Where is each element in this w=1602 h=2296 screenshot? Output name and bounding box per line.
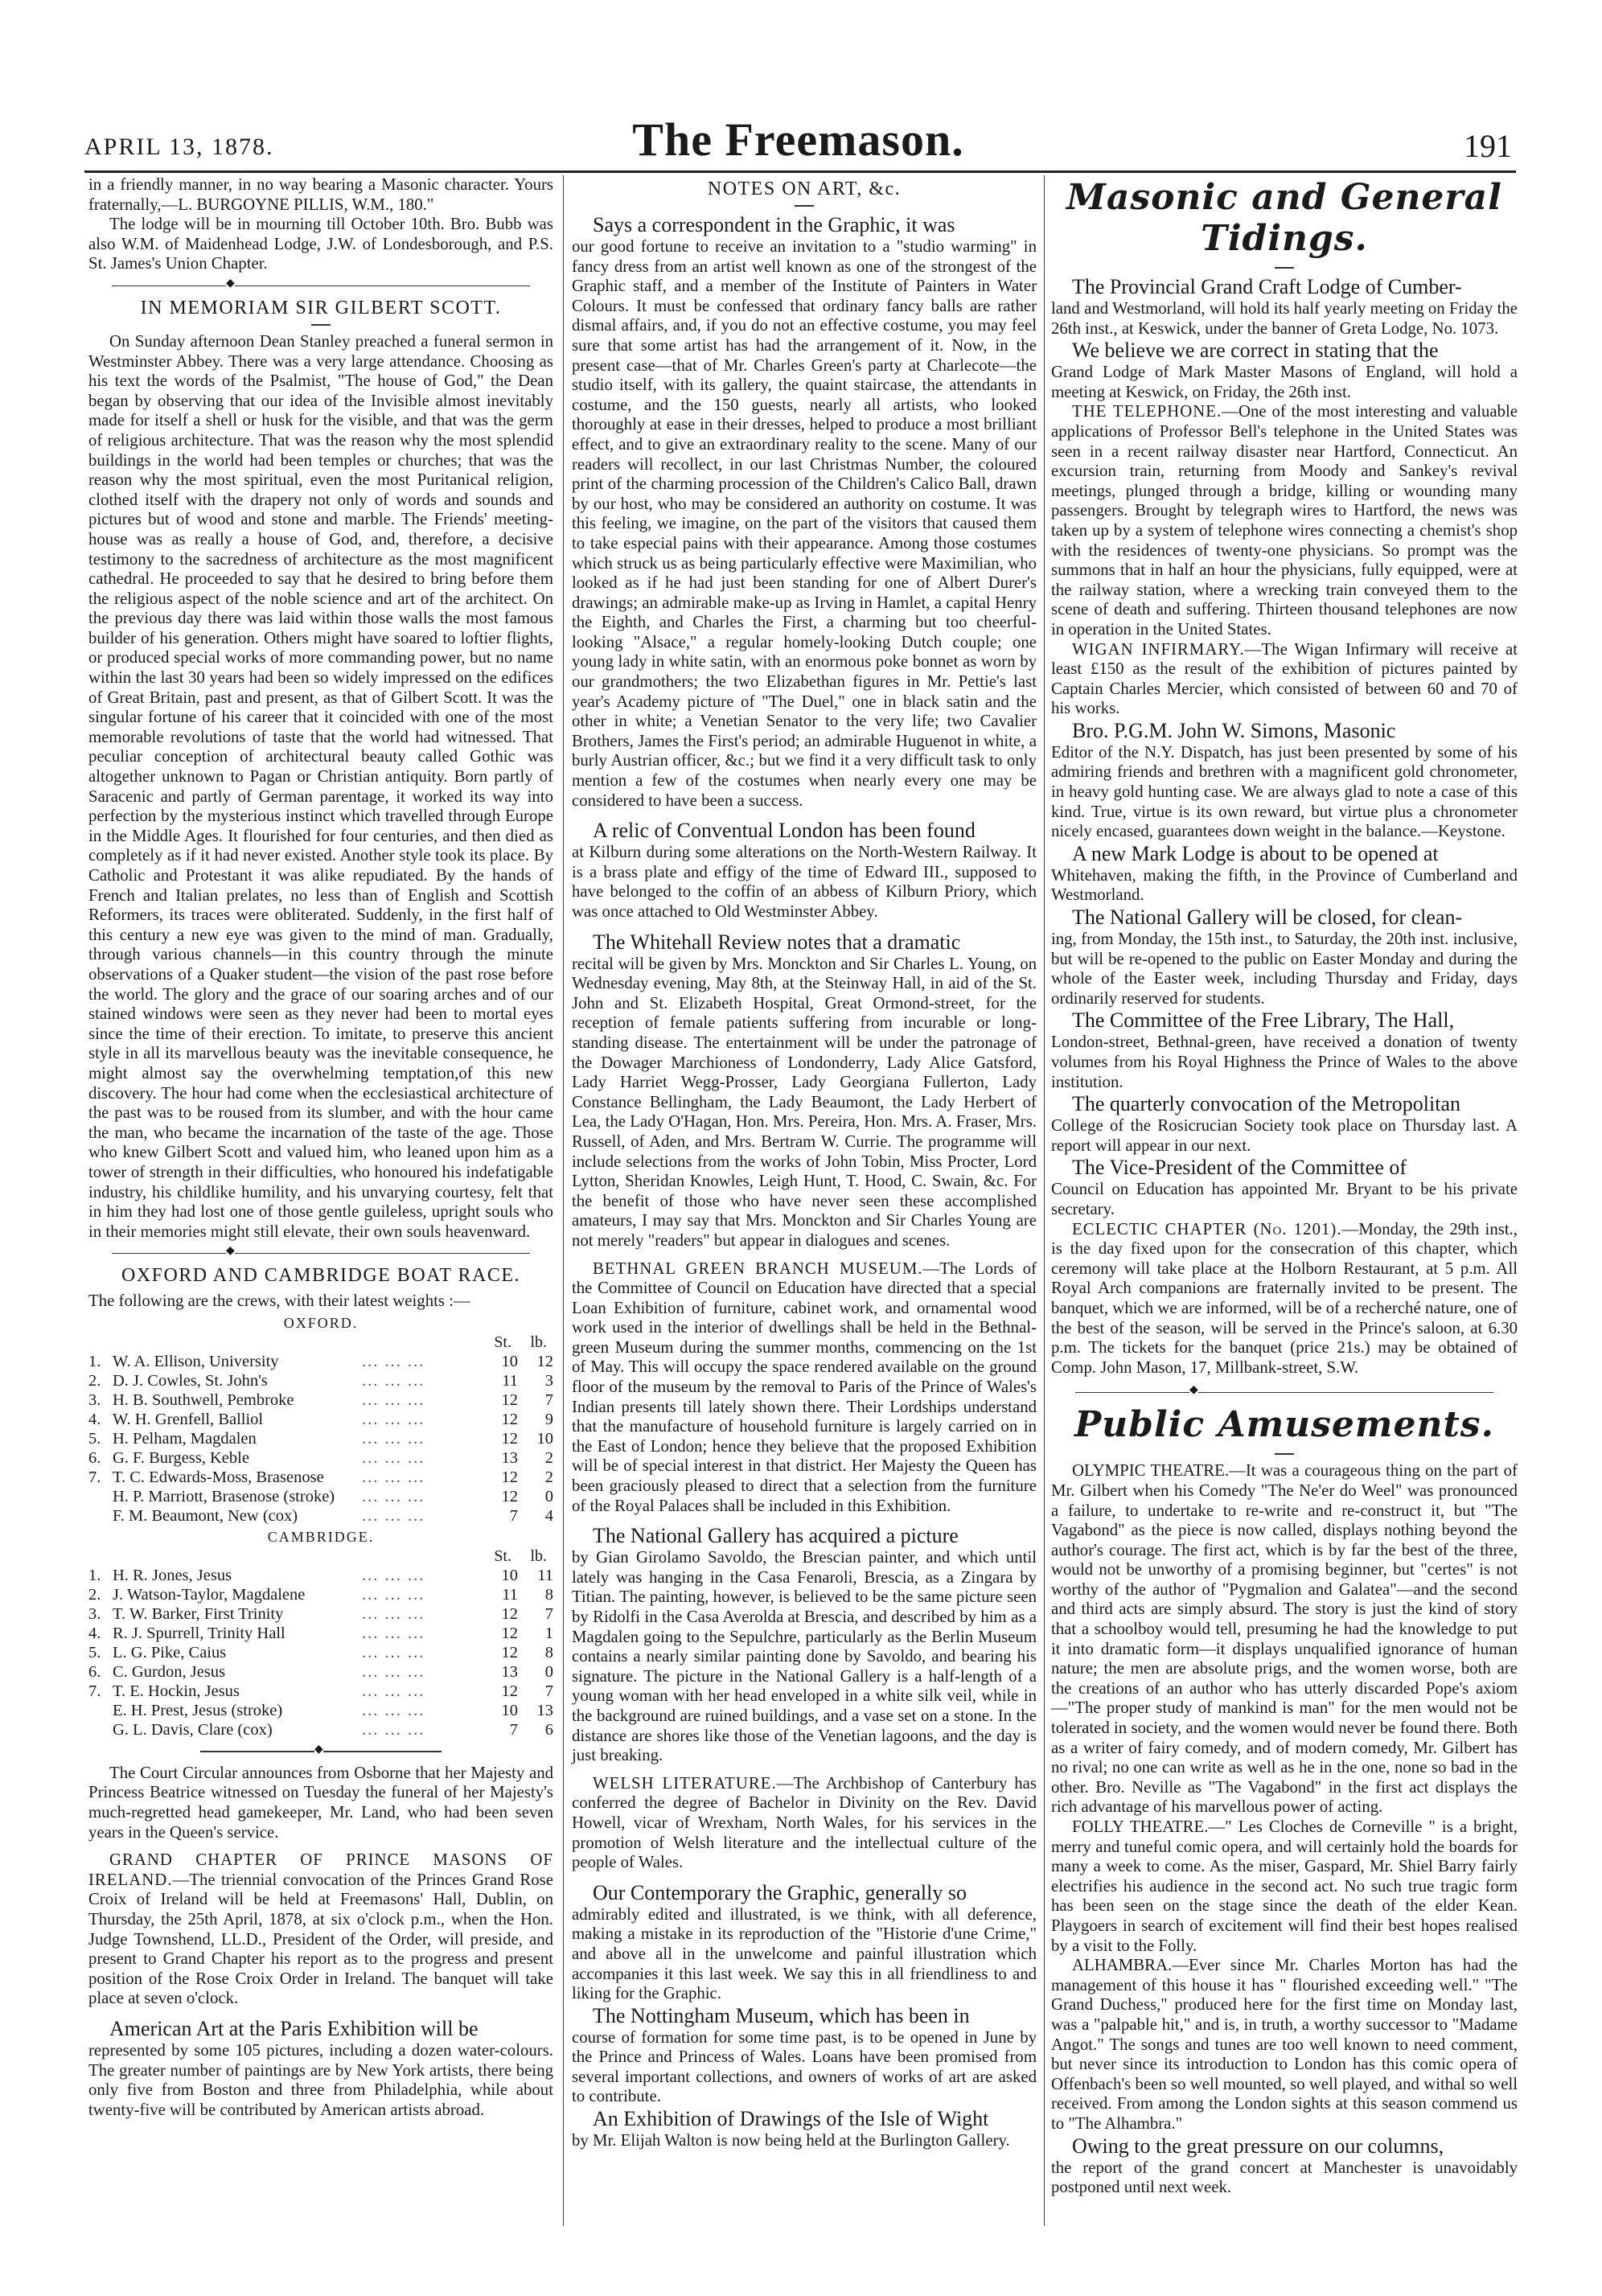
column-1 bbox=[88, 175, 553, 2120]
rosicrucian-lead: The quarterly convocation of the Metropolitan bbox=[1072, 1092, 1461, 1116]
crew-name: T. C. Edwards-Moss, Brasenose bbox=[113, 1468, 324, 1486]
telephone-lead: THE TELEPHONE. bbox=[1072, 402, 1222, 421]
national-gallery-body: by Gian Girolamo Savoldo, the Brescian painter, and which until lately was hanging in the Casa Fenaroli, Brescia, as a Zingara by Titian. The painting, however, is believed to be the same picture seen by Ridolfi in the Casa Averolda at Brescia, and described by him as a Magdalen going to the Sepulchre, particularly as the Berlin Museum contains a nearly similar painting done by Savoldo, and bearing his signature. The picture in the National Gallery is a half-length of a young woman with her head enveloped in a white silk veil, while in the background are ruined buildings, and a vase set on a stone. In the distance are shores like those of the Venetian lagoons, and the day is just breaking. bbox=[572, 1548, 1037, 1765]
crew-weight-pounds: 7 bbox=[544, 1604, 553, 1623]
section-rule bbox=[112, 285, 530, 286]
welsh-literature-body: —The Archbishop of Canterbury has conferred the degree of Bachelor in Divinity on the Rev. David Howell, vicar of Wrexham, North Wales, for his services in the promotion of Welsh literature and the intellectual culture of the people of Wales. bbox=[572, 1773, 1037, 1872]
crew-weight-pounds: 7 bbox=[544, 1682, 553, 1700]
new-mark-lodge-lead: A new Mark Lodge is about to be opened at bbox=[1072, 841, 1439, 865]
crew-name: H. B. Southwell, Pembroke bbox=[113, 1390, 294, 1409]
crew-weight-stone: 12 bbox=[501, 1682, 518, 1700]
gallery-closing-lead: The National Gallery will be closed, for clean- bbox=[1072, 906, 1463, 930]
crew-weight-stone: 11 bbox=[502, 1371, 518, 1390]
column-3 bbox=[1051, 175, 1518, 2198]
crew-weight-stone: 12 bbox=[501, 1410, 518, 1428]
crew-weight-stone: 10 bbox=[501, 1352, 518, 1370]
crew-leader-dots: ... ... ... bbox=[362, 1487, 425, 1505]
welsh-literature-lead: WELSH LITERATURE. bbox=[593, 1773, 777, 1793]
american-art-lead: American Art at the Paris Exhibition will be bbox=[109, 2017, 479, 2040]
section-rule bbox=[1075, 1392, 1493, 1393]
crew-leader-dots: ... ... ... bbox=[362, 1371, 425, 1390]
grand-chapter-lead: GRAND CHAPTER OF PRINCE MASONS OF IRELAND. bbox=[88, 1850, 553, 1889]
masthead-rule bbox=[84, 170, 1516, 173]
crew-row bbox=[88, 1701, 553, 1720]
crew-number: 7. bbox=[88, 1468, 101, 1486]
crew-units-header bbox=[88, 1547, 553, 1566]
issue-date: APRIL 13, 1878. bbox=[84, 133, 274, 160]
crew-row bbox=[88, 1487, 553, 1506]
crew-weight-pounds: 6 bbox=[544, 1720, 553, 1739]
mark-masters-lead: We believe we are correct in stating that the bbox=[1072, 339, 1439, 363]
national-gallery-lead: The National Gallery has acquired a picture bbox=[593, 1524, 959, 1548]
page-number: 191 bbox=[1464, 128, 1512, 164]
crew-row bbox=[88, 1566, 553, 1585]
crew-row bbox=[88, 1448, 553, 1468]
crew-leader-dots: ... ... ... bbox=[362, 1662, 425, 1681]
american-art-body: represented by some 105 pictures, including a dozen water-colours. The greater number of paintings are by New York artists, there being only five from Boston and three from Philadelphia, while about twenty-five will be contributed by American artists abroad. bbox=[88, 2041, 553, 2119]
owing-to-pressure-body: the report of the grand concert at Manchester is unavoidably postponed until next week. bbox=[1051, 2158, 1518, 2197]
crew-number: 1. bbox=[88, 1352, 101, 1370]
crew-row bbox=[88, 1429, 553, 1448]
crew-number: 7. bbox=[88, 1682, 101, 1700]
telephone-item bbox=[1051, 402, 1518, 639]
crew-name: H. Pelham, Magdalen bbox=[113, 1429, 257, 1448]
column-divider bbox=[563, 175, 564, 2226]
crew-weight-pounds: 8 bbox=[544, 1585, 553, 1604]
crew-name: G. F. Burgess, Keble bbox=[113, 1448, 249, 1467]
simons-lead: Bro. P.G.M. John W. Simons, Masonic bbox=[1072, 718, 1396, 742]
section-heading-tidings: Masonic and General Tidings. bbox=[1066, 177, 1502, 259]
crew-name: D. J. Cowles, St. John's bbox=[113, 1371, 268, 1390]
crew-heading-oxford: OXFORD. bbox=[283, 1314, 359, 1331]
column-divider bbox=[1044, 175, 1045, 2226]
crew-weight-pounds: 3 bbox=[544, 1371, 553, 1390]
column-2 bbox=[572, 175, 1037, 2151]
graphic-body: our good fortune to receive an invitation to a "studio warming" in fancy dress from an artist well known as one of the strongest of the Graphic staff, and a member of the Institute of Painters in Water Colours. It must be confessed that ordinary fancy balls are rather dismal affairs, and, if you do not an effective costume, you may feel sure that some artist has had the arrangement of it. Now, in the present case—that of Mr. Charles Green's party at Charlecote—the studio itself, with its gallery, the quaint staircase, the attendants in costume, and the 150 guests, nearly all artists, who looked thoroughly at ease in their dresses, helped to produce a most brilliant effect, and to give an extraordinary reality to the scene. Many of our readers will recollect, in our last Christmas Number, the coloured print of the charming procession of the Children's Calico Ball, drawn by our host, who may be considered an authority on costume. It was this feeling, we imagine, on the part of the visitors that caused them to take especial pains with their appearance. Among those costumes which struck us as being particularly effective were Maximilian, who looked as if he had just been standing for one of Albert Durer's drawings; an admirable make-up as Irving in Hamlet, a capital Henry the Eighth, and Charles the First, a charming but too cheerful-looking "Alsace," a regular homely-looking Dutch couple; one young lady in white satin, with an enormous poke bonnet as worn by our grandmothers; the two Elizabethan figures in Mr. Pettie's last year's Academy picture of "The Duel," one in black satin and the other in white; a Venetian Senator to the very life; two Cavalier Brothers, James the First's period; an admirable Huguenot in white, a burly Austrian officer, &c.; but we find it a very difficult task to only mention a few of the costumes when nearly every one may be considered to have been a success. bbox=[572, 237, 1037, 810]
bethnal-green-body: —The Lords of the Committee of Council on Education have directed that a special Loan Exhibition of furniture, cabinet work, and ornamental wood work used in the interior of dwellings shall be held in the Bethnal-green Museum during the summer months, commencing on the 1st of May. This will occupy the space rendered available on the ground floor of the museum by the removal to Paris of the Prince of Wales's Indian presents till lately shown there. Their Lordships understand that the manufacture of household furniture is largely carried on in the East of London; hence they believe that the proposed Exhibition will be of special interest in that district. Her Majesty the Queen has been graciously pleased to direct that a selection from the furniture of the Royal Palaces shall be included in this Exhibition. bbox=[572, 1259, 1037, 1515]
crew-number: 6. bbox=[88, 1448, 101, 1467]
article-heading-boat-race: OXFORD AND CAMBRIDGE BOAT RACE. bbox=[121, 1265, 521, 1287]
simons-body: Editor of the N.Y. Dispatch, has just been presented by some of his admiring friends and brethren with a magnificent gold chronometer, in heavy gold hunting case. We are always glad to note a case of this kind. True, virtue is its own reward, but virtue plus a chronometer nicely encased, guarantees down weight in the balance.—Keystone. bbox=[1051, 742, 1518, 841]
crew-leader-dots: ... ... ... bbox=[362, 1506, 425, 1525]
crew-leader-dots: ... ... ... bbox=[362, 1720, 425, 1739]
masthead bbox=[84, 113, 1512, 169]
court-circular-note: The Court Circular announces from Osborne that her Majesty and Princess Beatrice witnessed on Tuesday the funeral of her Majesty's much-regretted head gamekeeper, Mr. Land, who had been seven years in the Queen's service. bbox=[88, 1763, 553, 1842]
nottingham-lead: The Nottingham Museum, which has been in bbox=[593, 2003, 970, 2027]
crew-row bbox=[88, 1585, 553, 1604]
crew-list-oxford bbox=[88, 1352, 553, 1526]
crew-row bbox=[88, 1624, 553, 1643]
heading-dash bbox=[795, 205, 814, 207]
wigan-body: —The Wigan Infirmary will receive at least £150 as the result of the exhibition of pictures painted by Captain Charles Mercier, which consisted of between 60 and 70 of his works. bbox=[1051, 639, 1518, 718]
crew-row bbox=[88, 1468, 553, 1487]
crew-leader-dots: ... ... ... bbox=[362, 1566, 425, 1584]
gallery-closing-body: ing, from Monday, the 15th inst., to Saturday, the 20th inst. inclusive, but will be re-opened to the public on Easter Monday and during the whole of the Easter week, including Thursday and Friday, days ordinarily reserved for students. bbox=[1051, 930, 1518, 1008]
crew-row bbox=[88, 1371, 553, 1390]
relic-body: at Kilburn during some alterations on the North-Western Railway. It is a brass plate and effigy of the time of Edward III., supposed to have belonged to the coffin of an abbess of Kilburn Priory, which was once attached to Old Westminster Abbey. bbox=[572, 843, 1037, 921]
olympic-theatre-review: OLYMPIC THEATRE.—It was a courageous thing on the part of Mr. Gilbert when his Comedy "The Ne'er do Weel" was pronounced a failure, to undertake to re-write and re-construct it, but "The Vagabond" as the piece is now called, displays nothing beyond the author's courage. The first act, which is by far the best of the three, would not be unworthy of a promising beginner, but "certes" is not worthy of the author of "Pygmalion and Galatea"—and the second and third acts are simply absurd. The story is just the kind of story that a schoolboy would tell, presuming he had the knowledge to put it into dramatic form—it displays unqualified ignorance of human nature; the men are absolute prigs, and the women worse, both are the creations of an author who has utterly discarded Pope's axiom—"The proper study of mankind is man" for the men would not be tolerated in society, and the women would never be found there. Both as a writer of fairy comedy, and of modern comedy, Mr. Gilbert has no rival; no one can write as well as he in the one, none so bad in the other. Bro. Neville as "The Vagabond" in the first act displays the rich advantage of his marvellous power of acting. bbox=[1051, 1461, 1518, 1817]
crew-name: H. P. Marriott, Brasenose (stroke) bbox=[113, 1487, 335, 1505]
crew-leader-dots: ... ... ... bbox=[362, 1585, 425, 1604]
crew-number: 4. bbox=[88, 1624, 101, 1642]
bethnal-green-lead: BETHNAL GREEN BRANCH MUSEUM. bbox=[593, 1259, 923, 1278]
crew-name: H. R. Jones, Jesus bbox=[113, 1566, 232, 1584]
isle-of-wight-body: by Mr. Elijah Walton is now being held at the Burlington Gallery. bbox=[572, 2131, 1010, 2150]
crew-heading-cambridge: CAMBRIDGE. bbox=[267, 1528, 375, 1545]
crew-number: 1. bbox=[88, 1566, 101, 1584]
crew-weight-stone: 11 bbox=[502, 1585, 518, 1604]
crew-name: J. Watson-Taylor, Magdalene bbox=[113, 1585, 306, 1604]
crew-weight-pounds: 2 bbox=[544, 1468, 553, 1486]
crew-name: C. Gurdon, Jesus bbox=[113, 1662, 226, 1681]
grand-chapter-body: —The triennial convocation of the Princes Grand Rose Croix of Ireland will be held at Freemasons' Hall, Dublin, on Thursday, the 25th April, 1878, at six o'clock p.m., when the Hon. Judge Townshend, LL.D., President of the Order, will preside, and present to Grand Chapter his report as to the progress and present position of the Rose Croix Order in Ireland. The banquet will take place at seven o'clock. bbox=[88, 1870, 553, 2008]
lodge-mourning-note: The lodge will be in mourning till October 10th. Bro. Bubb was also W.M. of Maidenhead Lodge, J.W. of Londesborough, and P.S. St. James's Union Chapter. bbox=[88, 215, 553, 273]
free-library-lead: The Committee of the Free Library, The Hall, bbox=[1072, 1008, 1455, 1033]
crew-name: T. E. Hockin, Jesus bbox=[113, 1682, 240, 1700]
crew-name: W. A. Ellison, University bbox=[113, 1352, 279, 1370]
owing-to-pressure-lead: Owing to the great pressure on our columns, bbox=[1072, 2134, 1444, 2158]
crew-row bbox=[88, 1662, 553, 1682]
folly-theatre-review: FOLLY THEATRE.—" Les Cloches de Corneville " is a bright, merry and tuneful comic opera, and will certainly hold the boards for many a week to come. As the miser, Gaspard, Mr. Shiel Barry fairly electrifies his audience in the second act. No such true tragic form has been seen on the stage since the death of the elder Kean. Playgoers in search of excitement will find their best hopes realised by a visit to the Folly. bbox=[1051, 1817, 1518, 1955]
crew-leader-dots: ... ... ... bbox=[362, 1468, 425, 1486]
crew-leader-dots: ... ... ... bbox=[362, 1624, 425, 1642]
rosicrucian-body: College of the Rosicrucian Society took place on Thursday last. A report will appear in our next. bbox=[1051, 1116, 1518, 1155]
crew-units-header bbox=[88, 1333, 553, 1352]
crew-weight-stone: 12 bbox=[501, 1390, 518, 1409]
crew-leader-dots: ... ... ... bbox=[362, 1390, 425, 1409]
nottingham-body: course of formation for some time past, is to be opened in June by the Prince and Princess of Wales. Loans have been promised from several important collections, and owners of works of art are asked to contribute. bbox=[572, 2027, 1037, 2106]
crew-row bbox=[88, 1682, 553, 1701]
boat-race-intro: The following are the crews, with their latest weights :— bbox=[88, 1292, 470, 1311]
crew-number: 3. bbox=[88, 1604, 101, 1623]
welsh-literature-item bbox=[572, 1774, 1037, 1873]
crew-weight-stone: 10 bbox=[501, 1701, 518, 1719]
heading-dash bbox=[311, 324, 331, 326]
wigan-lead: WIGAN INFIRMARY. bbox=[1072, 639, 1245, 659]
unit-stone: St. bbox=[494, 1333, 511, 1351]
crew-weight-pounds: 1 bbox=[544, 1624, 553, 1642]
unit-stone: St. bbox=[494, 1546, 511, 1565]
crew-leader-dots: ... ... ... bbox=[362, 1410, 425, 1428]
crew-weight-pounds: 0 bbox=[544, 1662, 553, 1681]
vice-president-lead: The Vice-President of the Committee of bbox=[1072, 1156, 1407, 1180]
heading-dash bbox=[1275, 267, 1294, 269]
crew-leader-dots: ... ... ... bbox=[362, 1701, 425, 1719]
crew-leader-dots: ... ... ... bbox=[362, 1643, 425, 1661]
whitehall-body: recital will be given by Mrs. Monckton and Sir Charles L. Young, on Wednesday evening, May 8th, at the Steinway Hall, in aid of the St. John and St. Elizabeth Hospital, Great Ormond-street, for the reception of female patients suffering from incurable or long-standing disease. The entertainment will be under the patronage of the Dowager Marchioness of Londonderry, Lady Alice Gatsford, Lady Harriet Wegg-Prosser, Lady Georgiana Fullerton, Lady Constance Bellingham, the Lady Beaumont, the Lady Herbert of Lea, the Lady O'Hagan, Hon. Mrs. Pereira, Hon. Mrs. A. Fraser, Mrs. Russell, of Aden, and Mrs. Bertram W. Currie. The programme will include selections from the works of John Tobin, Miss Procter, Lord Lytton, Sheridan Knowles, Leigh Hunt, T. Hood, C. Swain, &c. For the benefit of those who have never seen these accomplished amateurs, I may say that Mrs. Monckton and Sir Charles Young are not merely "readers" but appear in dialogues and scenes. bbox=[572, 954, 1037, 1250]
crew-leader-dots: ... ... ... bbox=[362, 1352, 425, 1370]
crew-row bbox=[88, 1506, 553, 1526]
crew-row bbox=[88, 1720, 553, 1739]
cumberland-lead: The Provincial Grand Craft Lodge of Cumber- bbox=[1072, 275, 1462, 298]
crew-number bbox=[88, 1506, 113, 1526]
crew-weight-pounds: 7 bbox=[544, 1390, 553, 1409]
unit-pounds: lb. bbox=[530, 1546, 547, 1565]
eclectic-chapter-item bbox=[1051, 1220, 1518, 1378]
ornament-divider bbox=[200, 1751, 442, 1752]
crew-row bbox=[88, 1390, 553, 1410]
crew-list-cambridge bbox=[88, 1566, 553, 1739]
crew-weight-stone: 12 bbox=[501, 1429, 518, 1448]
crew-weight-pounds: 11 bbox=[537, 1566, 553, 1584]
isle-of-wight-lead: An Exhibition of Drawings of the Isle of Wight bbox=[593, 2107, 989, 2131]
grand-chapter-item bbox=[88, 1850, 553, 2009]
free-library-body: London-street, Bethnal-green, have received a donation of twenty volumes from his Royal Highness the Prince of Wales to the above institution. bbox=[1051, 1033, 1518, 1091]
article-heading-notes-on-art: NOTES ON ART, &c. bbox=[707, 179, 902, 199]
crew-number: 5. bbox=[88, 1429, 101, 1448]
section-rule bbox=[112, 1253, 530, 1254]
lodge-letter-continued: in a friendly manner, in no way bearing a Masonic character. Yours fraternally,—L. BURGOYNE PILLIS, W.M., 180." bbox=[88, 175, 553, 214]
article-heading-scott: IN MEMORIAM SIR GILBERT SCOTT. bbox=[140, 297, 502, 318]
crew-name: L. G. Pike, Caius bbox=[113, 1643, 227, 1661]
crew-row bbox=[88, 1352, 553, 1371]
crew-number: 3. bbox=[88, 1390, 101, 1409]
crew-number: 2. bbox=[88, 1585, 101, 1604]
heading-dash bbox=[1275, 1453, 1294, 1455]
crew-leader-dots: ... ... ... bbox=[362, 1682, 425, 1700]
cumberland-body: land and Westmorland, will hold its half yearly meeting on Friday the 26th inst., at Keswick, under the banner of Greta Lodge, No. 1073. bbox=[1051, 299, 1518, 338]
crew-weight-pounds: 10 bbox=[536, 1429, 553, 1448]
crew-weight-stone: 7 bbox=[509, 1720, 518, 1739]
crew-row bbox=[88, 1410, 553, 1429]
vice-president-body: Council on Education has appointed Mr. Bryant to be his private secretary. bbox=[1051, 1180, 1518, 1218]
crew-number: 6. bbox=[88, 1662, 101, 1681]
crew-number bbox=[88, 1487, 113, 1506]
crew-weight-pounds: 9 bbox=[544, 1410, 553, 1428]
crew-weight-stone: 7 bbox=[509, 1506, 518, 1525]
newspaper-title: The Freemason. bbox=[632, 113, 964, 166]
crew-name: E. H. Prest, Jesus (stroke) bbox=[113, 1701, 283, 1719]
crew-weight-pounds: 12 bbox=[536, 1352, 553, 1370]
crew-name: T. W. Barker, First Trinity bbox=[113, 1604, 284, 1623]
crew-name: F. M. Beaumont, New (cox) bbox=[113, 1506, 298, 1525]
contemporary-lead: Our Contemporary the Graphic, generally so bbox=[593, 1880, 967, 1904]
alhambra-review: ALHAMBRA.—Ever since Mr. Charles Morton has had the management of this house it has " flourished exceeding well." "The Grand Duchess," produced here for the first time on Monday last, was a "palpable hit," and is, in truth, a worthy successor to "Madame Angot." The songs and tunes are too well known to need comment, but never since its introduction to London has this comic opera of Offenbach's been so well mounted, so well played, and withal so well received. From among the London sights at this season commend us to "The Alhambra." bbox=[1051, 1956, 1518, 2133]
crew-weight-pounds: 8 bbox=[544, 1643, 553, 1661]
crew-leader-dots: ... ... ... bbox=[362, 1448, 425, 1467]
contemporary-body: admirably edited and illustrated, is we think, with all deference, making a mistake in its reproduction of the "Historie d'une Crime," and above all in the unwelcome and painful illustration which accompanies it this last week. We say this in all friendliness to and liking for the Graphic. bbox=[572, 1904, 1037, 2003]
crew-leader-dots: ... ... ... bbox=[362, 1429, 425, 1448]
mark-masters-body: Grand Lodge of Mark Master Masons of England, will hold a meeting at Keswick, on Friday, the 26th inst. bbox=[1051, 363, 1518, 401]
crew-weight-stone: 13 bbox=[501, 1662, 518, 1681]
crew-number bbox=[88, 1701, 113, 1720]
crew-weight-pounds: 4 bbox=[544, 1506, 553, 1525]
crew-row bbox=[88, 1604, 553, 1624]
crew-name: R. J. Spurrell, Trinity Hall bbox=[113, 1624, 285, 1642]
graphic-lead: Says a correspondent in the Graphic, it was bbox=[593, 213, 955, 236]
whitehall-lead: The Whitehall Review notes that a dramatic bbox=[593, 930, 961, 954]
section-heading-amusements: Public Amusements. bbox=[1074, 1404, 1494, 1446]
crew-number: 4. bbox=[88, 1410, 101, 1428]
crew-leader-dots: ... ... ... bbox=[362, 1604, 425, 1623]
wigan-item bbox=[1051, 640, 1518, 719]
crew-weight-stone: 12 bbox=[501, 1468, 518, 1486]
crew-name: G. L. Davis, Clare (cox) bbox=[113, 1720, 273, 1739]
article-body-scott: On Sunday afternoon Dean Stanley preached a funeral sermon in Westminster Abbey. There was a very large attendance. Choosing as his text the words of the Psalmist, "The house of God," the Dean began by observing that our idea of the Invisible almost inevitably made for itself a shell or husk for the visible, and that was the germ of religious architecture. That was the reason why the most splendid buildings in the world had been temples or churches; that was the reason why the most spiritual, even the most Puritanical religion, clothed itself with the drapery not only of words and sounds and pictures but of wood and stone and marble. The Friends' meeting-house was as really a house of God, and, therefore, a decisive testimony to the sacredness of architecture as the most magnificent cathedral. He proceeded to say that he desired to bring before them the religious aspect of the noble science and art of the architect. On the previous day there was laid within those walls the most famous builder of his generation. Others might have soared to loftier flights, or produced special works of more commanding power, but no name within the last 30 years had been so widely impressed on the edifices of Great Britain, past and present, as that of Gilbert Scott. It was the singular fortune of his career that it coincided with one of the most memorable revolutions of taste that the world had witnessed. That peculiar conception of architectural beauty called Gothic was altogether unknown to Pagan or Christian antiquity. Born partly of Saracenic and partly of German parentage, it worked its way into perfection by the mysterious instinct which travelled through Europe in the Middle Ages. It flourished for four centuries, and then died as completely as if it had never existed. Another style took its place. By Catholic and Protestant it was alike repudiated. By the hands of French and Italian prelates, no less than of English and Scottish Reformers, its traces were obliterated. Suddenly, in the first half of this century a new eye was given to the mind of man. Gradually, through various channels—in this country through the minute observations of a Quaker student—the vision of the past rose before the world. The glory and the grace of our soaring arches and of our stained windows were seen as they never had been to mortal eyes since the time of their erection. To imitate, to preserve this ancient style in all its marvellous beauty was the inevitable consequence, he might almost say the overwhelming temptation,of this new discovery. The hour had come when the ecclesiastical architecture of the past was to be roused from its slumber, and with the hour came the man, who became the incarnation of the taste of the age. Those who knew Gilbert Scott and valued him, who leaned upon him as a tower of strength in their difficulties, who honoured his indefatigable industry, his childlike humility, and his unvarying courtesy, felt that in him they had lost one of those gentle guileless, upright souls who in their memories might still elevate, their own souls heavenward. bbox=[88, 331, 553, 1241]
crew-weight-pounds: 13 bbox=[536, 1701, 553, 1719]
crew-weight-stone: 10 bbox=[501, 1566, 518, 1584]
unit-pounds: lb. bbox=[530, 1333, 547, 1351]
crew-name: W. H. Grenfell, Balliol bbox=[113, 1410, 264, 1428]
eclectic-chapter-lead: ECLECTIC CHAPTER (No. 1201). bbox=[1072, 1219, 1342, 1238]
new-mark-lodge-body: Whitehaven, making the fifth, in the Province of Cumberland and Westmorland. bbox=[1051, 865, 1518, 905]
crew-weight-pounds: 0 bbox=[544, 1487, 553, 1505]
crew-weight-stone: 12 bbox=[501, 1624, 518, 1642]
crew-number: 5. bbox=[88, 1643, 101, 1661]
crew-weight-stone: 12 bbox=[501, 1604, 518, 1623]
crew-weight-stone: 12 bbox=[501, 1643, 518, 1661]
relic-lead: A relic of Conventual London has been found bbox=[593, 819, 976, 843]
bethnal-green-item bbox=[572, 1259, 1037, 1517]
eclectic-chapter-body: —Monday, the 29th inst., is the day fixed upon for the consecration of this chapter, which ceremony will take place at the Holborn Restaurant, at 5 p.m. All Royal Arch companions are fraternally invited to be present. The banquet, which we are informed, will be of a recherché nature, one of the best of the season, will be served in the Prince's saloon, at 6.30 p.m. The tickets for the banquet (price 21s.) may be obtained of Comp. John Mason, 17, Millbank-street, S.W. bbox=[1051, 1219, 1518, 1377]
crew-number bbox=[88, 1720, 113, 1739]
telephone-body: —One of the most interesting and valuable applications of Professor Bell's telephone in the United States was seen in a recent railway disaster near Hartford, Connecticut. An excursion train, returning from Moody and Sankey's revival meetings, plunged through a bridge, killing or wounding many passengers. Brought by telegraph wires to Hartford, the news was taken up by a system of telephone wires connecting a chemist's shop with the residences of twenty-one physicians. So prompt was the summons that in half an hour the physicians, fully equipped, were at the railway station, where a wrecking train conveyed them to the scene of death and suffering. Thirteen thousand telephones are now in operation in the United States. bbox=[1051, 402, 1518, 639]
crew-weight-stone: 13 bbox=[501, 1448, 518, 1467]
crew-row bbox=[88, 1643, 553, 1662]
crew-number: 2. bbox=[88, 1371, 101, 1390]
crew-weight-pounds: 2 bbox=[544, 1448, 553, 1467]
crew-weight-stone: 12 bbox=[501, 1487, 518, 1505]
